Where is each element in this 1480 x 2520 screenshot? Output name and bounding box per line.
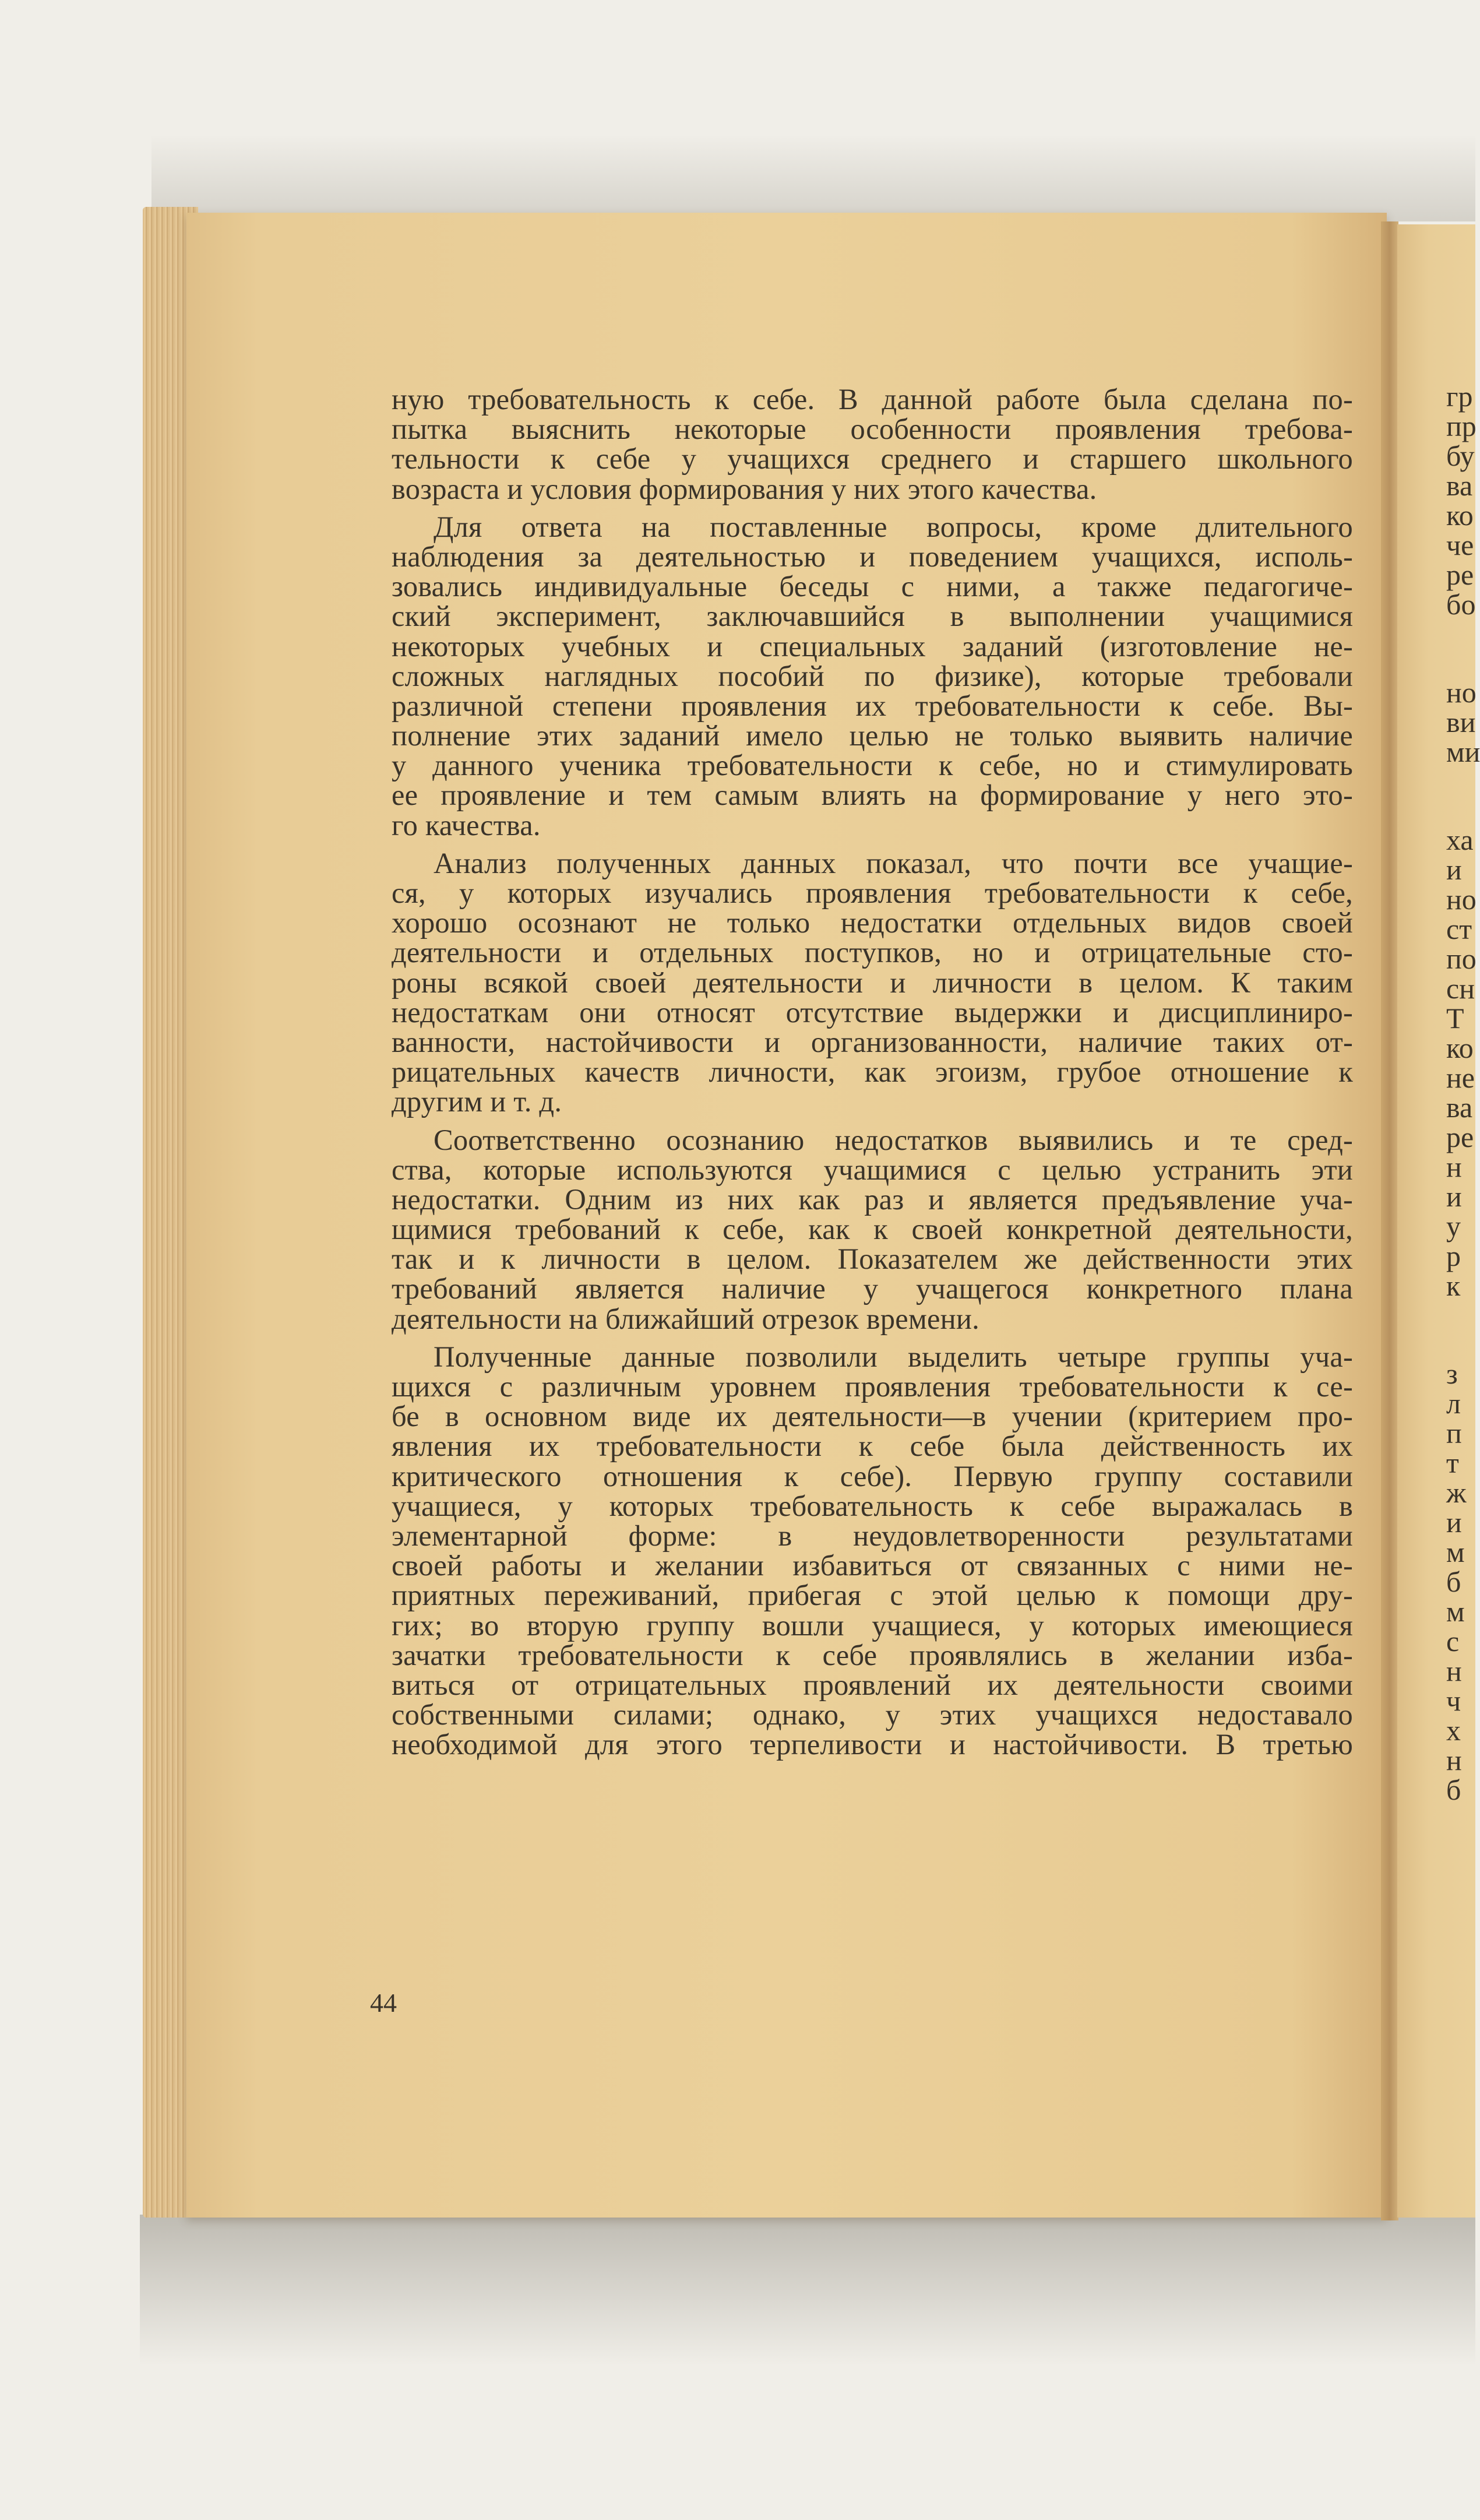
text-line: так и к личности в целом. Показателем же действенности этих [392, 1243, 1353, 1276]
text-line: своей работы и желании избавиться от связанных с ними не- [392, 1549, 1353, 1582]
text-line: зовались индивидуальные беседы с ними, а также педагогиче- [392, 570, 1353, 603]
next-page-fragment: ж [1446, 1476, 1467, 1509]
text-line: ства, которые используются учащимися с целью устранить эти [392, 1153, 1353, 1186]
next-page-fragment: сн [1446, 972, 1475, 1005]
text-line: недостатки. Одним из них как раз и является предъявление уча- [392, 1182, 1353, 1216]
text-line: требований является наличие у учащегося конкретного плана [392, 1272, 1353, 1305]
next-page-fragment: Т [1446, 1002, 1464, 1034]
text-line: роны всякой своей деятельности и личности в целом. К таким [392, 966, 1353, 999]
text-line: Анализ полученных данных показал, что почти все учащие- [434, 846, 1353, 879]
next-page-fragment: к [1446, 1269, 1461, 1302]
text-line: деятельности на ближайший отрезок времени. [392, 1302, 979, 1335]
next-page-fragment: т [1446, 1446, 1459, 1479]
next-page-fragment: не [1446, 1061, 1475, 1094]
text-line: возраста и условия формирования у них этого качества. [392, 472, 1097, 505]
next-page-fragment: гр [1446, 380, 1473, 413]
next-page-fragment: ст [1446, 913, 1472, 945]
next-page-fragment: по [1446, 942, 1477, 975]
next-page-fragment: л [1446, 1387, 1461, 1420]
next-page-fragment [1446, 1301, 1475, 1359]
text-line: зачатки требовательности к себе проявлялись в желании изба- [392, 1638, 1353, 1671]
bottom-shadow [140, 2215, 1475, 2366]
text-line: щимися требований к себе, как к своей конкретной деятельности, [392, 1213, 1353, 1246]
text-line: у данного ученика требовательности к себе, но и стимулировать [392, 749, 1353, 782]
next-page-fragment: че [1446, 529, 1474, 561]
text-line: деятельности и отдельных поступков, но и отрицательные сто- [392, 936, 1353, 969]
page-number: 44 [370, 1988, 397, 2018]
text-line: тельности к себе у учащихся среднего и старшего школьного [392, 442, 1353, 476]
text-line: го качества. [392, 808, 541, 842]
text-line: необходимой для этого терпеливости и настойчивости. В третью [392, 1728, 1353, 1761]
next-page-fragment: ва [1446, 469, 1473, 502]
next-page-fragment: и [1446, 1180, 1462, 1213]
next-page-fragment: но [1446, 676, 1477, 709]
next-page-fragment: и [1446, 853, 1462, 886]
text-line: ную требовательность к себе. В данной работе была сделана по- [392, 383, 1353, 416]
text-line: ее проявление и тем самым влиять на формирование у него это- [392, 779, 1353, 812]
next-page-fragment: бо [1446, 588, 1476, 621]
next-page-fragment: ре [1446, 1121, 1474, 1153]
next-page-fragment: н [1446, 1150, 1462, 1183]
text-line: виться от отрицательных проявлений их деятельности своими [392, 1668, 1353, 1701]
text-line: наблюдения за деятельностью и поведением учащихся, исполь- [392, 540, 1353, 573]
next-page-fragment: м [1446, 1536, 1465, 1568]
next-page-fragment: н [1446, 1655, 1462, 1687]
text-line: приятных переживаний, прибегая с этой целью к помощи дру- [392, 1579, 1353, 1612]
text-line: Соответственно осознанию недостатков выявились и те сред- [434, 1123, 1353, 1156]
next-page-fragment: и [1446, 1506, 1462, 1539]
next-page-fragment: ч [1446, 1684, 1461, 1717]
text-line: недостаткам они относят отсутствие выдержки и дисциплиниро- [392, 995, 1353, 1029]
text-line: Полученные данные позволили выделить четыре группы уча- [434, 1340, 1353, 1373]
next-page-fragment: з [1446, 1357, 1458, 1390]
text-line: хорошо осознают не только недостатки отдельных видов своей [392, 906, 1353, 939]
text-line: полнение этих заданий имело целью не только выявить наличие [392, 719, 1353, 752]
next-page-fragment: но [1446, 883, 1477, 916]
next-page-fragment: п [1446, 1417, 1462, 1449]
text-line: ский эксперимент, заключавшийся в выполнении учащимися [392, 600, 1353, 633]
next-page-fragment: ко [1446, 499, 1474, 532]
next-page-fragment [1446, 767, 1475, 825]
next-page-fragment: н [1446, 1744, 1462, 1776]
next-page-fragment: с [1446, 1625, 1460, 1657]
next-page-fragment [1446, 620, 1475, 678]
next-page-fragment: бу [1446, 439, 1475, 472]
next-page-fragment: ви [1446, 706, 1476, 738]
top-shadow [151, 134, 1475, 221]
next-page-fragment: ва [1446, 1091, 1473, 1124]
text-line: сложных наглядных пособий по физике), которые требовали [392, 659, 1353, 692]
next-page-fragment: ха [1446, 823, 1474, 856]
next-page-text [1446, 380, 1480, 1806]
text-line: Для ответа на поставленные вопросы, кроме длительного [434, 510, 1353, 543]
text-line: явления их требовательности к себе была действенность их [392, 1430, 1353, 1463]
text-line: элементарной форме: в неудовлетворенности результатами [392, 1519, 1353, 1552]
page-body-text [392, 385, 1353, 1759]
next-page-fragment: у [1446, 1210, 1461, 1243]
next-page-fragment: ко [1446, 1032, 1474, 1064]
next-page-fragment: пр [1446, 410, 1477, 442]
text-line: щихся с различным уровнем проявления требовательности к се- [392, 1370, 1353, 1403]
next-page-fragment: р [1446, 1240, 1461, 1272]
text-line: ванности, настойчивости и организованности, наличие таких от- [392, 1025, 1353, 1058]
text-line: различной степени проявления их требовательности к себе. Вы- [392, 689, 1353, 722]
text-line: собственными силами; однако, у этих учащихся недоставало [392, 1698, 1353, 1731]
next-page-fragment: м [1446, 1595, 1465, 1628]
text-line: некоторых учебных и специальных заданий (изготовление не- [392, 629, 1353, 663]
text-line: гих; во вторую группу вошли учащиеся, у которых имеющиеся [392, 1609, 1353, 1642]
next-page-fragment: ми [1446, 735, 1480, 768]
text-line: ся, у которых изучались проявления требовательности к себе, [392, 877, 1353, 909]
text-line: другим и т. д. [392, 1085, 562, 1118]
text-line: учащиеся, у которых требовательность к себе выражалась в [392, 1489, 1353, 1522]
next-page-fragment: ре [1446, 558, 1474, 591]
text-line: критического отношения к себе). Первую группу составили [392, 1459, 1353, 1493]
text-line: рицательных качеств личности, как эгоизм, грубое отношение к [392, 1055, 1353, 1089]
book-gutter [1381, 221, 1398, 2220]
next-page-fragment: х [1446, 1714, 1461, 1747]
text-line: пытка выяснить некоторые особенности проявления требова- [392, 413, 1353, 446]
next-page-fragment: б [1446, 1565, 1461, 1598]
next-page-fragment: б [1446, 1773, 1461, 1806]
text-line: бе в основном виде их деятельности—в учении (критерием про- [392, 1400, 1353, 1433]
